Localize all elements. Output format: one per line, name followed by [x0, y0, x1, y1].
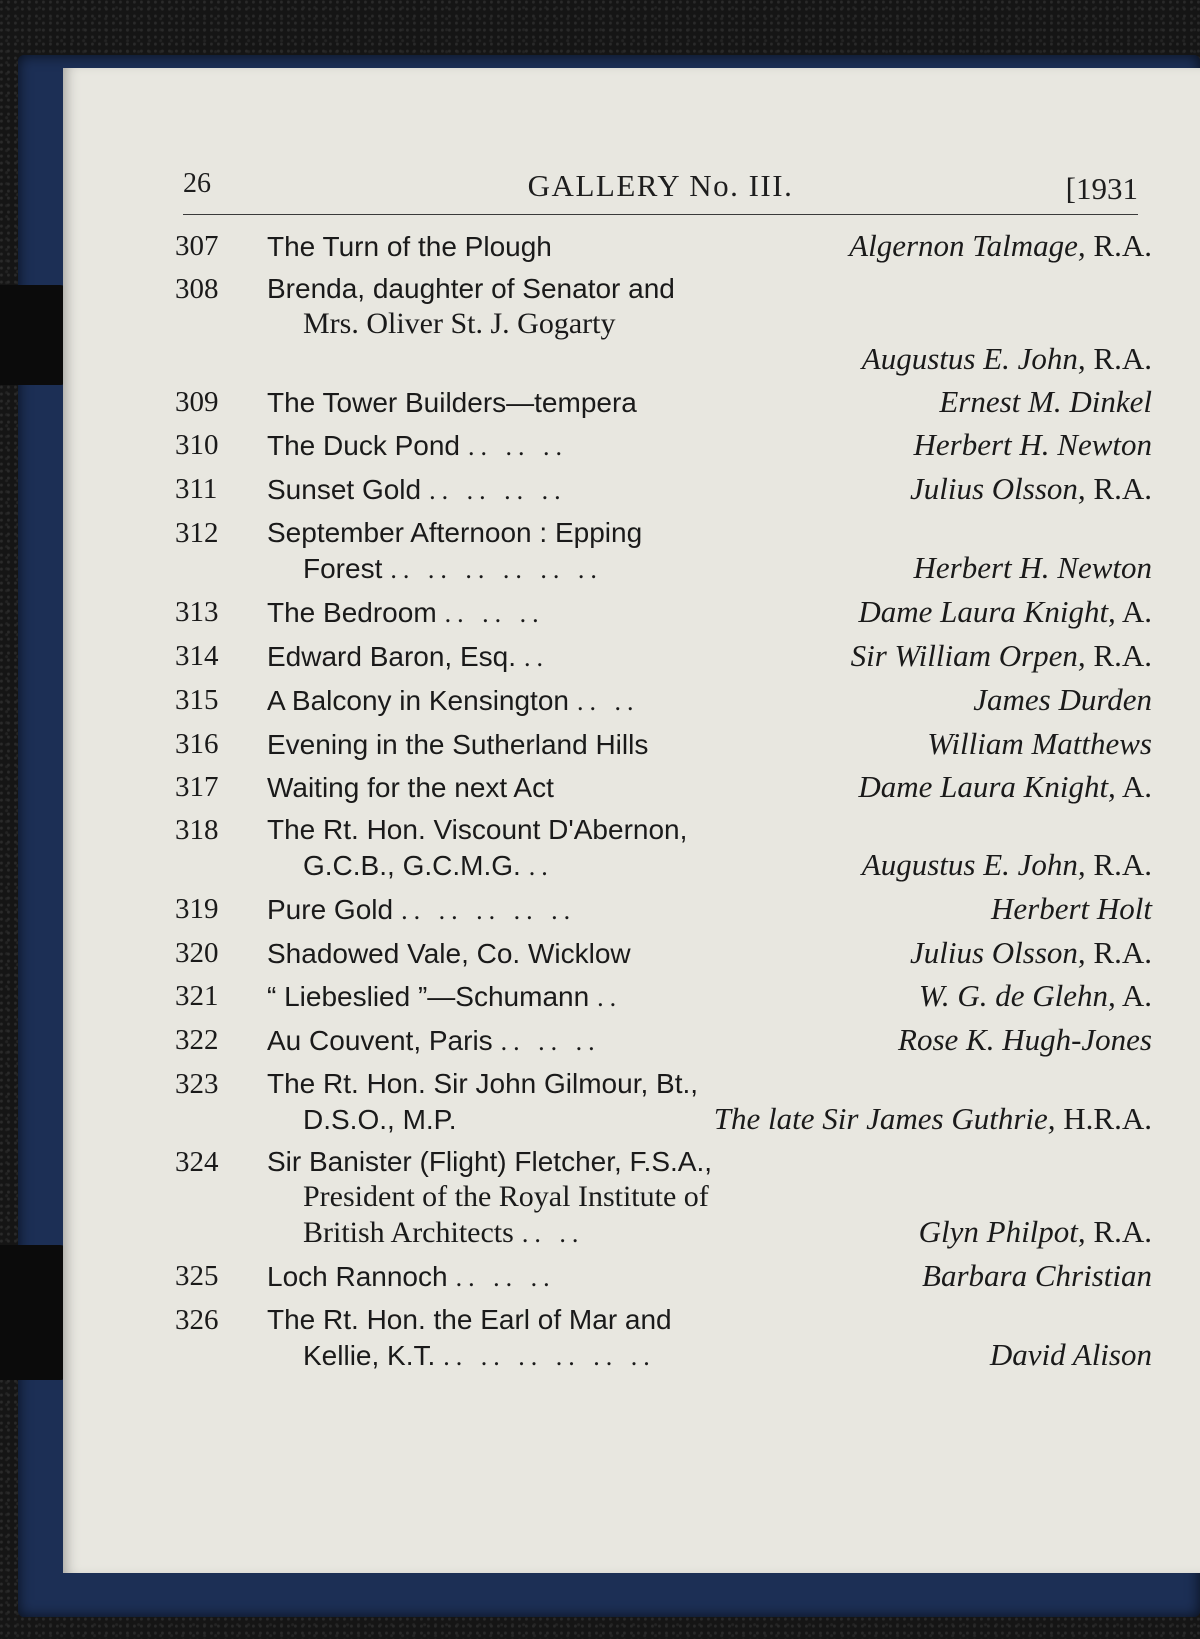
entry-number: 325 — [175, 1260, 219, 1292]
entry-number: 315 — [175, 684, 219, 716]
entry-artist: Julius Olsson, R.A. — [909, 935, 1152, 970]
entry-number: 326 — [175, 1304, 219, 1336]
entry-title: Brenda, daughter of Senator and — [267, 273, 675, 304]
entry-list — [175, 228, 1152, 1381]
entry-number: 320 — [175, 937, 219, 969]
entry-title-continued: Forest — [303, 553, 383, 584]
entry-number: 312 — [175, 517, 219, 549]
entry-317 — [175, 769, 1152, 805]
entry-number: 317 — [175, 771, 219, 803]
entry-title: Au Couvent, Paris — [267, 1025, 493, 1056]
entry-title: Edward Baron, Esq. — [267, 641, 517, 672]
entry-319 — [175, 891, 1152, 928]
entry-artist: David Alison — [989, 1337, 1152, 1372]
leader-dots: .. .. .. — [468, 432, 568, 461]
entry-number: 322 — [175, 1024, 219, 1056]
entry-314 — [175, 638, 1152, 675]
entry-316 — [175, 726, 1152, 762]
leader-dots: .. .. .. — [444, 599, 545, 628]
entry-title-continued: President of the Royal Institute of — [303, 1180, 709, 1213]
entry-artist: Algernon Talmage, R.A. — [849, 228, 1152, 263]
leader-dots: .. .. .. — [500, 1027, 601, 1056]
leader-dots: .. .. .. — [455, 1263, 556, 1292]
leader-dots: .. .. — [521, 1219, 585, 1248]
entry-artist: James Durden — [973, 682, 1152, 717]
entry-title: Pure Gold — [267, 894, 394, 925]
leader-dots: .. .. .. .. .. .. — [443, 1342, 656, 1371]
leader-dots: .. .. .. .. .. .. — [390, 555, 603, 584]
entry-artist: Glyn Philpot, R.A. — [918, 1214, 1152, 1249]
entry-number: 310 — [175, 429, 219, 461]
entry-320 — [175, 935, 1152, 971]
entry-number: 318 — [175, 814, 219, 846]
entry-307 — [175, 228, 1152, 264]
entry-artist: Herbert Holt — [990, 891, 1152, 926]
entry-artist: Julius Olsson, R.A. — [909, 471, 1152, 506]
leader-dots: .. — [524, 643, 550, 672]
entry-number: 311 — [175, 473, 218, 505]
entry-title: The Bedroom — [267, 597, 437, 628]
entry-308 — [175, 271, 1152, 377]
entry-title: Loch Rannoch — [267, 1261, 448, 1292]
page-header — [183, 168, 1138, 215]
entry-title-continued: British Architects — [303, 1216, 514, 1249]
entry-artist: Sir William Orpen, R.A. — [850, 638, 1152, 673]
entry-number: 323 — [175, 1068, 219, 1100]
binding-clip-top — [0, 285, 70, 385]
leader-dots: .. — [528, 852, 554, 881]
entry-title: Evening in the Sutherland Hills — [267, 729, 649, 760]
entry-315 — [175, 682, 1152, 719]
entry-number: 314 — [175, 640, 219, 672]
entry-325 — [175, 1258, 1152, 1295]
entry-title: Sunset Gold — [267, 474, 422, 505]
entry-title: Shadowed Vale, Co. Wicklow — [267, 938, 631, 969]
entry-artist: Herbert H. Newton — [913, 550, 1152, 585]
entry-312 — [175, 515, 1152, 587]
entry-318 — [175, 812, 1152, 884]
entry-title: The Rt. Hon. Sir John Gilmour, Bt., — [267, 1068, 699, 1099]
entry-313 — [175, 594, 1152, 631]
entry-title-continued: D.S.O., M.P. — [303, 1104, 457, 1135]
entry-number: 324 — [175, 1146, 219, 1178]
entry-artist: Augustus E. John, R.A. — [861, 847, 1152, 882]
catalogue-page — [63, 68, 1200, 1573]
entry-title: “ Liebeslied ”—Schumann — [267, 981, 590, 1012]
leader-dots: .. .. .. .. — [429, 476, 567, 505]
entry-artist: Herbert H. Newton — [913, 427, 1152, 462]
entry-title-continued: Mrs. Oliver St. J. Gogarty — [303, 307, 616, 340]
entry-title: The Duck Pond — [267, 430, 460, 461]
leader-dots: .. .. .. .. .. — [401, 896, 577, 925]
entry-artist: Dame Laura Knight, A. — [858, 769, 1152, 804]
entry-title-continued: G.C.B., G.C.M.G. — [303, 850, 521, 881]
entry-number: 308 — [175, 273, 219, 305]
entry-326 — [175, 1302, 1152, 1374]
leader-dots: .. .. — [576, 687, 640, 716]
entry-title: September Afternoon : Epping — [267, 517, 643, 548]
binding-clip-bottom — [0, 1245, 70, 1380]
entry-title: The Rt. Hon. the Earl of Mar and — [267, 1304, 672, 1335]
entry-309 — [175, 384, 1152, 420]
entry-number: 321 — [175, 980, 219, 1012]
catalogue-year: [1931 — [1065, 171, 1138, 206]
leader-dots: .. — [597, 983, 623, 1012]
entry-title-continued: Kellie, K.T. — [303, 1340, 436, 1371]
gallery-title: GALLERY No. III. — [527, 168, 794, 203]
entry-title: The Rt. Hon. Viscount D'Abernon, — [267, 814, 688, 845]
entry-title: Sir Banister (Flight) Fletcher, F.S.A., — [267, 1146, 713, 1177]
entry-artist: William Matthews — [927, 726, 1152, 761]
entry-number: 309 — [175, 386, 219, 418]
entry-number: 307 — [175, 230, 219, 262]
entry-number: 319 — [175, 893, 219, 925]
entry-number: 316 — [175, 728, 219, 760]
page-number: 26 — [183, 168, 211, 199]
entry-323 — [175, 1066, 1152, 1137]
entry-title: The Tower Builders—tempera — [267, 387, 637, 418]
entry-title: Waiting for the next Act — [267, 772, 554, 803]
entry-324 — [175, 1144, 1152, 1251]
entry-artist: Dame Laura Knight, A. — [858, 594, 1152, 629]
entry-311 — [175, 471, 1152, 508]
entry-number: 313 — [175, 596, 219, 628]
entry-artist: Barbara Christian — [922, 1258, 1152, 1293]
entry-321 — [175, 978, 1152, 1015]
entry-artist: Ernest M. Dinkel — [939, 384, 1152, 419]
entry-310 — [175, 427, 1152, 464]
entry-title: A Balcony in Kensington — [267, 685, 569, 716]
entry-title: The Turn of the Plough — [267, 231, 552, 262]
entry-322 — [175, 1022, 1152, 1059]
entry-artist: Augustus E. John, R.A. — [861, 341, 1152, 376]
entry-artist: W. G. de Glehn, A. — [918, 978, 1152, 1013]
entry-artist: The late Sir James Guthrie, H.R.A. — [713, 1101, 1152, 1136]
entry-artist: Rose K. Hugh-Jones — [898, 1022, 1152, 1057]
